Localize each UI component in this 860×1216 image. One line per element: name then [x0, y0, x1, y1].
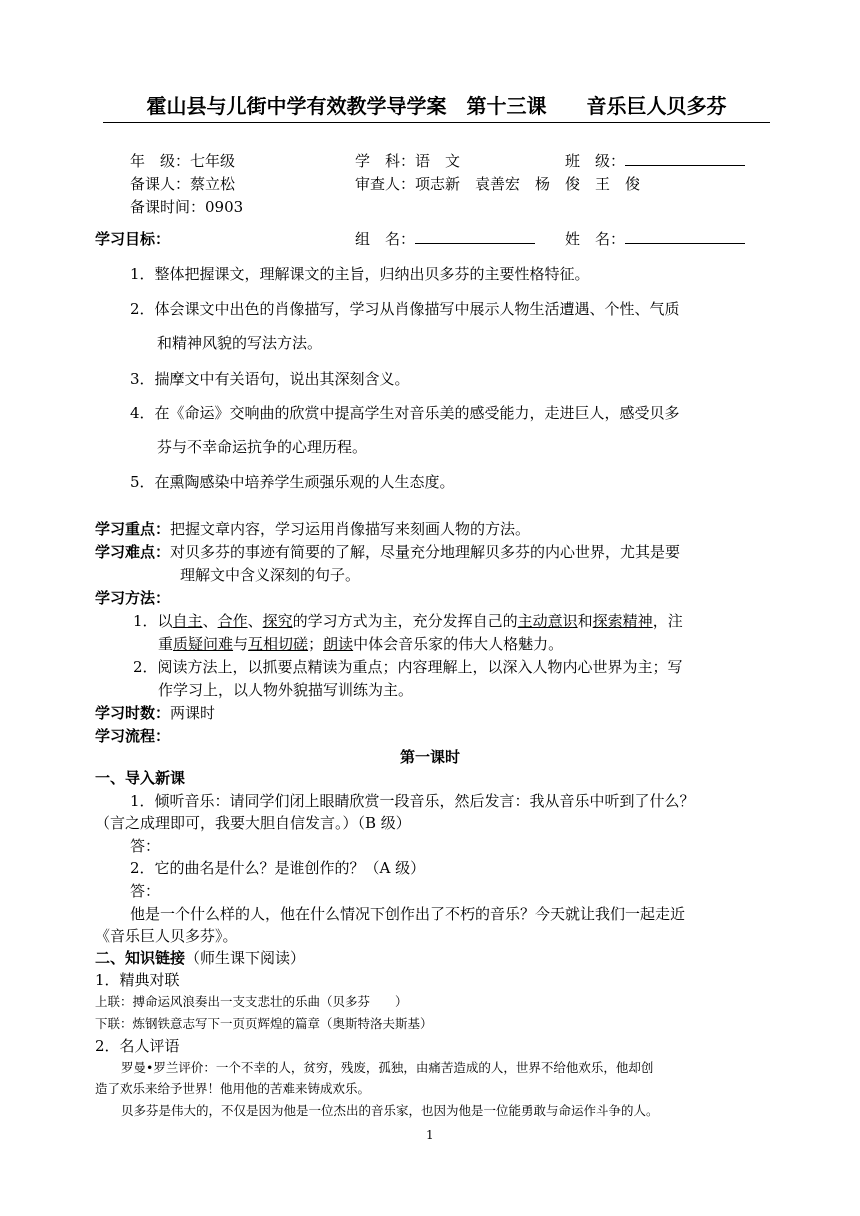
class-field — [565, 150, 745, 172]
grade-field: 年 级：七年级 — [130, 152, 236, 170]
page-number: 1 — [426, 1128, 434, 1142]
method-text: 中体会音乐家的伟大人格魅力。 — [353, 635, 564, 653]
method-text: 1．以 — [133, 612, 173, 630]
objective-item: 2．体会课文中出色的肖像描写，学习从肖像描写中展示人物生活遭遇、个性、气质 — [130, 300, 680, 318]
class-blank[interactable] — [625, 151, 745, 166]
method-keyword: 质疑问难 — [173, 635, 234, 653]
objective-item: 3．揣摩文中有关语句，说出其深刻含义。 — [130, 370, 410, 388]
group-label: 组 名： — [355, 230, 416, 248]
key-point-text: 把握文章内容，学习运用肖像描写来刻画人物的方法。 — [170, 520, 531, 538]
question-1-cont: （言之成理即可，我要大胆自信发言。）（B 级） — [95, 814, 411, 832]
difficulty — [95, 541, 680, 563]
quote-beethoven: 贝多芬是伟大的，不仅是因为他是一位杰出的音乐家，也因为他是一位能勇敢与命运作斗争的人。 — [121, 1103, 659, 1118]
method-keyword: 主动意识 — [517, 612, 578, 630]
intro-paragraph-cont: 《音乐巨人贝多芬》。 — [95, 927, 238, 945]
method-item-cont — [158, 633, 563, 655]
method-keyword: 探究 — [262, 612, 293, 630]
objective-item: 5．在熏陶感染中培养学生顽强乐观的人生态度。 — [130, 473, 455, 491]
key-point — [95, 518, 530, 540]
preparer-field: 备课人：蔡立松 — [130, 175, 236, 193]
objective-item: 4．在《命运》交响曲的欣赏中提高学生对音乐美的感受能力，走进巨人，感受贝多 — [130, 404, 680, 422]
group-blank[interactable] — [415, 229, 535, 244]
lesson-one-heading: 第一课时 — [399, 748, 460, 766]
section-two-heading — [95, 947, 305, 969]
quote-rolland: 罗曼•罗兰评价：一个不幸的人，贫穷，残废，孤独，由痛苦造成的人，世界不给他欢乐，他却创 — [121, 1060, 654, 1075]
study-hours-label: 学习时数： — [95, 704, 171, 722]
reviewers-field: 审查人：项志新 袁善宏 杨 俊 王 俊 — [355, 175, 641, 193]
couplet-subheading: 1．精典对联 — [95, 971, 180, 989]
method-keyword: 自主 — [172, 612, 203, 630]
difficulty-label: 学习难点： — [95, 543, 171, 561]
method-text: 和 — [577, 612, 593, 630]
method-text: 的学习方式为主，充分发挥自己的 — [292, 612, 518, 630]
method-item — [133, 610, 683, 632]
method-item: 2．阅读方法上，以抓要点精读为重点；内容理解上，以深入人物内心世界为主；写 — [133, 658, 683, 676]
couplet-upper: 上联：搏命运风浪奏出一支支悲壮的乐曲（贝多芬 ） — [95, 994, 408, 1009]
method-keyword: 朗读 — [323, 635, 354, 653]
section-two-title: 二、知识链接 — [95, 949, 186, 967]
answer-label: 答： — [130, 882, 161, 900]
objective-item: 1．整体把握课文，理解课文的主旨，归纳出贝多芬的主要性格特征。 — [130, 265, 590, 283]
method-text: 、 — [202, 612, 218, 630]
couplet-lower: 下联：炼钢铁意志写下一页页辉煌的篇章（奥斯特洛夫斯基） — [95, 1016, 433, 1031]
question-2: 2．它的曲名是什么？是谁创作的？（A 级） — [130, 859, 426, 877]
method-item-cont: 作学习上，以人物外貌描写训练为主。 — [158, 681, 414, 699]
name-field — [565, 228, 745, 250]
class-label: 班 级： — [565, 152, 626, 170]
method-text: ，注 — [652, 612, 683, 630]
method-text: 、 — [247, 612, 263, 630]
method-heading: 学习方法： — [95, 589, 171, 607]
method-text: 与 — [233, 635, 249, 653]
study-hours-text: 两课时 — [170, 704, 216, 722]
key-point-label: 学习重点： — [95, 520, 171, 538]
group-field — [355, 228, 535, 250]
objectives-heading: 学习目标： — [95, 230, 171, 248]
intro-paragraph: 他是一个什么样的人，他在什么情况下创作出了不朽的音乐？今天就让我们一起走近 — [130, 905, 686, 923]
objective-item-cont: 和精神风貌的写法方法。 — [157, 334, 323, 352]
section-two-note: （师生课下阅读） — [185, 949, 306, 967]
study-flow-heading: 学习流程： — [95, 727, 171, 745]
method-keyword: 互相切磋 — [248, 635, 309, 653]
section-one-heading: 一、导入新课 — [95, 769, 186, 787]
method-keyword: 合作 — [217, 612, 248, 630]
question-1: 1．倾听音乐：请同学们闭上眼睛欣赏一段音乐，然后发言：我从音乐中听到了什么？ — [130, 792, 695, 810]
subject-field: 学 科：语 文 — [355, 152, 461, 170]
method-keyword: 探索精神 — [592, 612, 653, 630]
method-text: ； — [308, 635, 324, 653]
method-text: 重 — [158, 635, 174, 653]
difficulty-text-cont: 理解文中含义深刻的句子。 — [180, 566, 361, 584]
prep-time-field: 备课时间：0903 — [130, 198, 244, 216]
study-hours — [95, 702, 215, 724]
document-title: 霍山县与儿街中学有效教学导学案 第十三课 音乐巨人贝多芬 — [103, 92, 770, 123]
difficulty-text: 对贝多芬的事迹有简要的了解，尽量充分地理解贝多芬的内心世界，尤其是要 — [170, 543, 681, 561]
name-label: 姓 名： — [565, 230, 626, 248]
objective-item-cont: 芬与不幸命运抗争的心理历程。 — [157, 438, 368, 456]
quote-rolland-cont: 造了欢乐来给予世界！他用他的苦难来铸成欢乐。 — [95, 1081, 371, 1096]
answer-label: 答： — [130, 837, 161, 855]
name-blank[interactable] — [625, 229, 745, 244]
quotes-subheading: 2．名人评语 — [95, 1037, 180, 1055]
